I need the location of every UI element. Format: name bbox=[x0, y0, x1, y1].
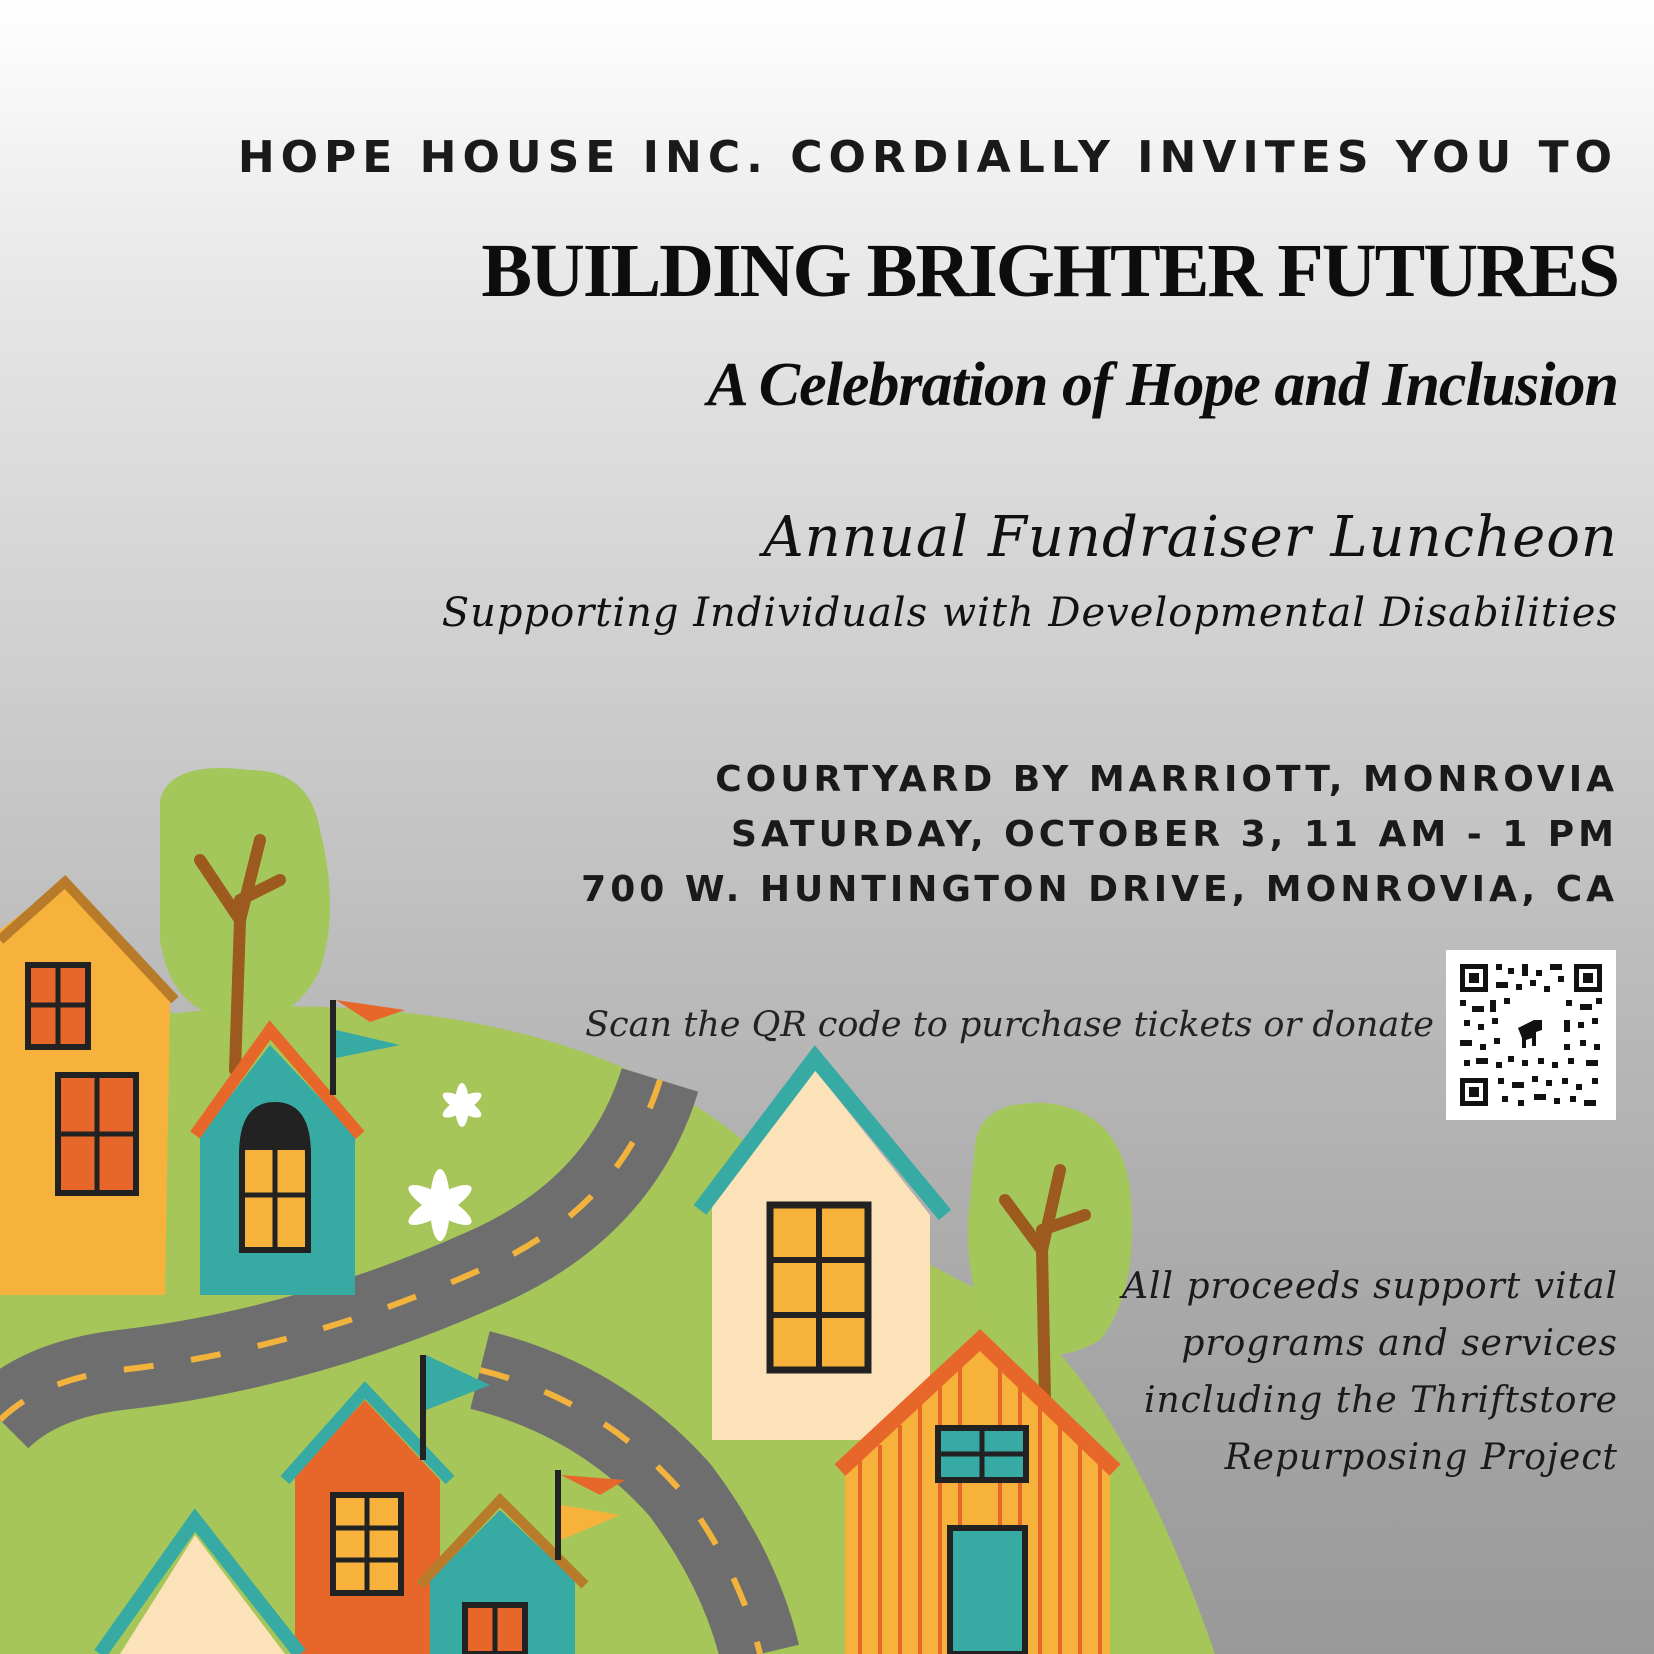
event-details bbox=[581, 752, 1618, 917]
yellow-house bbox=[0, 880, 175, 1295]
invitation-kicker: HOPE HOUSE INC. CORDIALLY INVITES YOU TO bbox=[237, 132, 1618, 183]
proceeds-line: Repurposing Project bbox=[1224, 1437, 1618, 1478]
event-name: Annual Fundraiser Luncheon bbox=[763, 505, 1618, 570]
proceeds-line: All proceeds support vital bbox=[1122, 1266, 1618, 1307]
proceeds-note bbox=[1122, 1258, 1618, 1486]
proceeds-line: including the Thriftstore bbox=[1143, 1380, 1618, 1421]
venue-text: COURTYARD BY MARRIOTT, MONROVIA bbox=[715, 759, 1618, 800]
scan-instruction: Scan the QR code to purchase tickets or donate bbox=[585, 1005, 1434, 1045]
event-tagline: Supporting Individuals with Developmental Disabilities bbox=[441, 590, 1618, 636]
event-title: BUILDING BRIGHTER FUTURES bbox=[481, 229, 1618, 313]
address-text: 700 W. HUNTINGTON DRIVE, MONROVIA, CA bbox=[581, 869, 1618, 910]
qr-code-icon[interactable] bbox=[1446, 950, 1616, 1120]
datetime-text: SATURDAY, OCTOBER 3, 11 AM - 1 PM bbox=[731, 814, 1618, 855]
proceeds-line: programs and services bbox=[1181, 1323, 1618, 1364]
cream-house bbox=[700, 1058, 945, 1440]
event-subtitle: A Celebration of Hope and Inclusion bbox=[707, 351, 1618, 419]
